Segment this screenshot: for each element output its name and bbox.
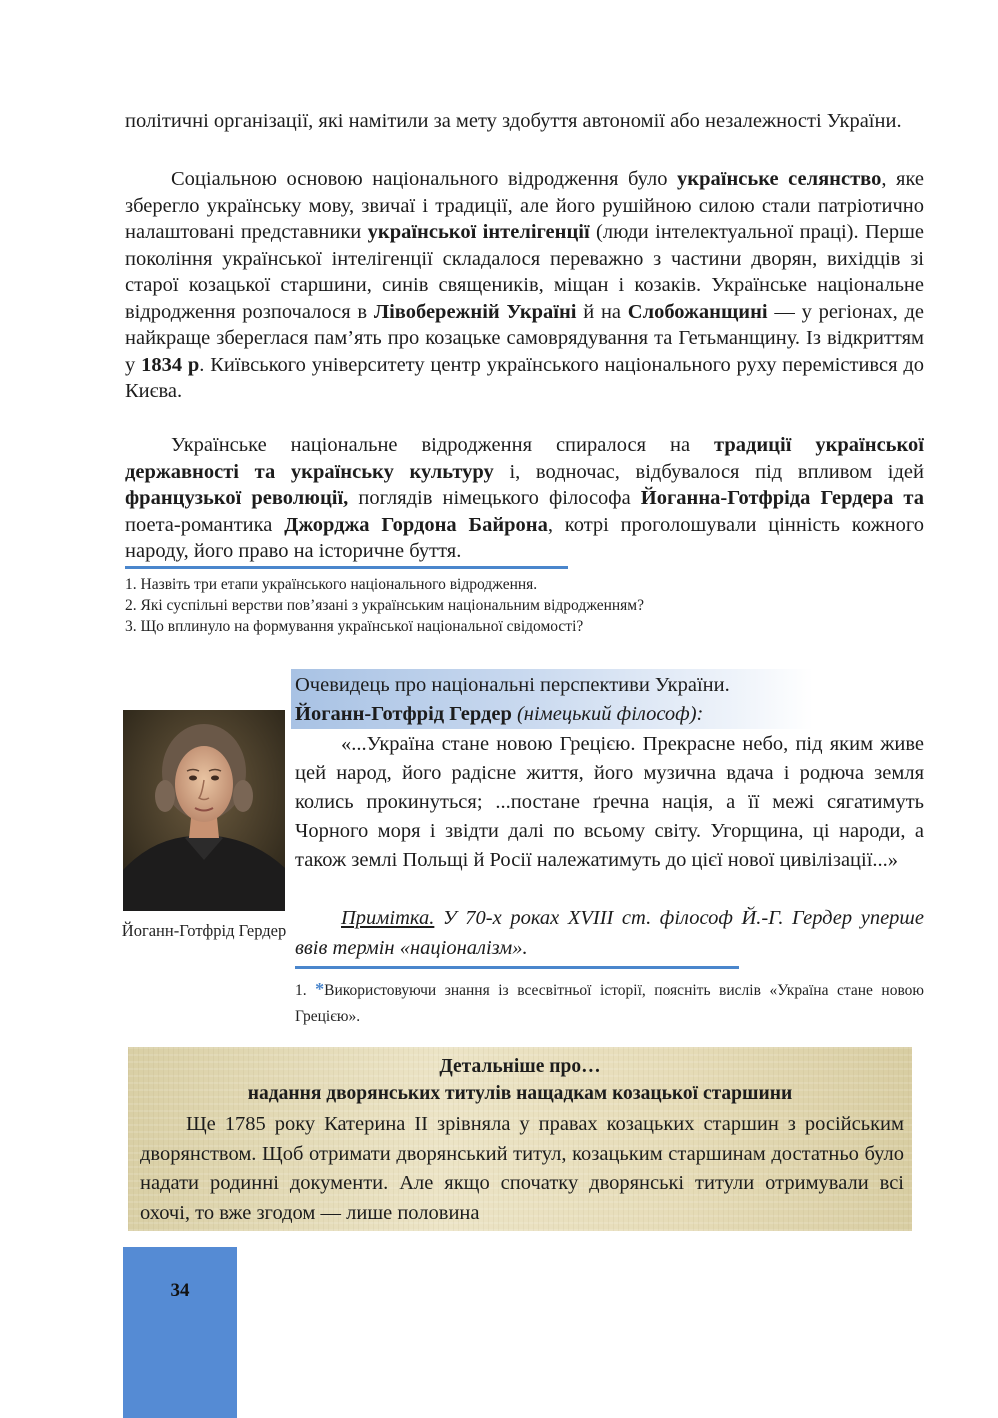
bold-term-traditions: традиції української державності та українську культуру bbox=[125, 434, 924, 483]
review-questions bbox=[125, 574, 925, 637]
text-run: , котрі проголошували цінність кожного народу, його право на історичне буття. bbox=[125, 513, 924, 562]
star-icon: * bbox=[315, 979, 325, 999]
paragraph-intro-3 bbox=[125, 432, 924, 565]
paragraph-intro-1 bbox=[125, 106, 924, 137]
bold-term-year: 1834 р bbox=[141, 353, 200, 376]
text-run: поглядів німецького філософа bbox=[348, 487, 641, 509]
text-run: Соціальною основою національного відродження було bbox=[171, 168, 678, 190]
bold-term-herder: Йоганна-Готфріда Гердера та bbox=[640, 487, 924, 509]
detail-heading: Детальніше про… bbox=[439, 1056, 601, 1077]
page-number: 34 bbox=[170, 1280, 190, 1301]
eyewitness-task bbox=[295, 976, 924, 1030]
text-run: . Київського університету центр українського національного руху перемістився до Києва. bbox=[125, 353, 925, 402]
text-run: — у регіонах, де найкраще збереглася пам’ять про козацьке самоврядування та Гетьманщину. Із відкриттям у bbox=[125, 300, 924, 376]
note bbox=[295, 903, 924, 963]
text-run: Українське національне відродження спиралося на bbox=[171, 434, 715, 456]
portrait-image bbox=[123, 710, 285, 911]
page-number-tab bbox=[123, 1247, 237, 1418]
note-text: У 70-х роках XVIII ст. філософ Й.-Г. Гердер уперше ввів термін «націоналізм». bbox=[295, 907, 924, 959]
herder-quote: «...Україна стане новою Грецією. Прекрасне небо, під яким живе цей народ, його радісне життя, його музична вдача і родюча земля колись прокинуться; ...постане ґречна нація, а її межі сягатимуть Чорного моря і звідти далі по всьому світу. Угорщина, ці народи, а також землі Польщі й Росії належатимуть до цієї нової цивілізації...» bbox=[295, 733, 924, 871]
question-item: 2. Які суспільні верстви пов’язані з українським національним відродженням? bbox=[125, 597, 644, 614]
detail-subheading: надання дворянських титулів нащадкам козацької старшини bbox=[247, 1083, 793, 1104]
bold-term-slobozhanshchyna: Слобожанщині bbox=[627, 300, 768, 323]
text-run: поета-романтика bbox=[125, 513, 285, 536]
eyewitness-title: Очевидець про національні перспективи України. bbox=[295, 674, 730, 696]
task-text: Використовуючи знання із всесвітньої історії, поясніть вислів «Україна стане новою Грецією». bbox=[295, 982, 925, 1025]
text-run: (люди інтелектуальної праці). Перше покоління української інтелігенції складалося переважно з частини дворян, вихідців зі старої козацької старшини, синів священиків, міщан і козаків. Українське національне відродження розпочалося в bbox=[125, 221, 924, 323]
paragraph-intro-2 bbox=[125, 166, 924, 405]
author-role: (німецький філософ): bbox=[516, 703, 704, 725]
herder-portrait bbox=[123, 710, 285, 911]
bold-term-french-revolution: французької революції, bbox=[125, 487, 349, 509]
question-item: 1. Назвіть три етапи українського національного відродження. bbox=[125, 576, 538, 593]
bold-term-intelligentsia: української інтелігенції bbox=[367, 221, 590, 243]
text-run: , яке зберегло українську мову, звичаї і традиції, але його рушійною силою стали патріотично налаштовані представники bbox=[125, 168, 925, 243]
question-item: 3. Що вплинуло на формування української національної свідомості? bbox=[125, 618, 584, 635]
detail-text: Ще 1785 року Катерина ІІ зрівняла у правах козацьких старшин з російським дворянством. Щоб отримати дворянський титул, козацьким старшинам достатньо було надати родинні документи. Але якщо спочатку дворянські титули отримували всі охочі, то вже згодом — лише половина bbox=[140, 1113, 904, 1224]
task-number: 1. bbox=[295, 982, 307, 999]
bold-term-peasantry: українське селянство bbox=[677, 168, 882, 190]
text-run: і, водночас, відбувалося під впливом ідей bbox=[493, 460, 925, 483]
text-run: й на bbox=[576, 300, 628, 323]
bold-term-left-bank: Лівобережній Україні bbox=[373, 300, 577, 323]
author-name: Йоганн-Готфрід Гердер bbox=[295, 703, 512, 725]
eyewitness-author bbox=[295, 700, 915, 728]
paragraph-intro-1-text: політичні організації, які намітили за мету здобуття автономії або незалежності України. bbox=[125, 110, 902, 132]
section-divider bbox=[125, 566, 568, 569]
portrait-caption: Йоганн-Готфрід Гердер bbox=[121, 921, 287, 940]
note-label: Примітка. bbox=[341, 907, 435, 929]
bold-term-byron: Джорджа Гордона Байрона bbox=[284, 513, 548, 536]
eyewitness-divider bbox=[295, 966, 739, 969]
